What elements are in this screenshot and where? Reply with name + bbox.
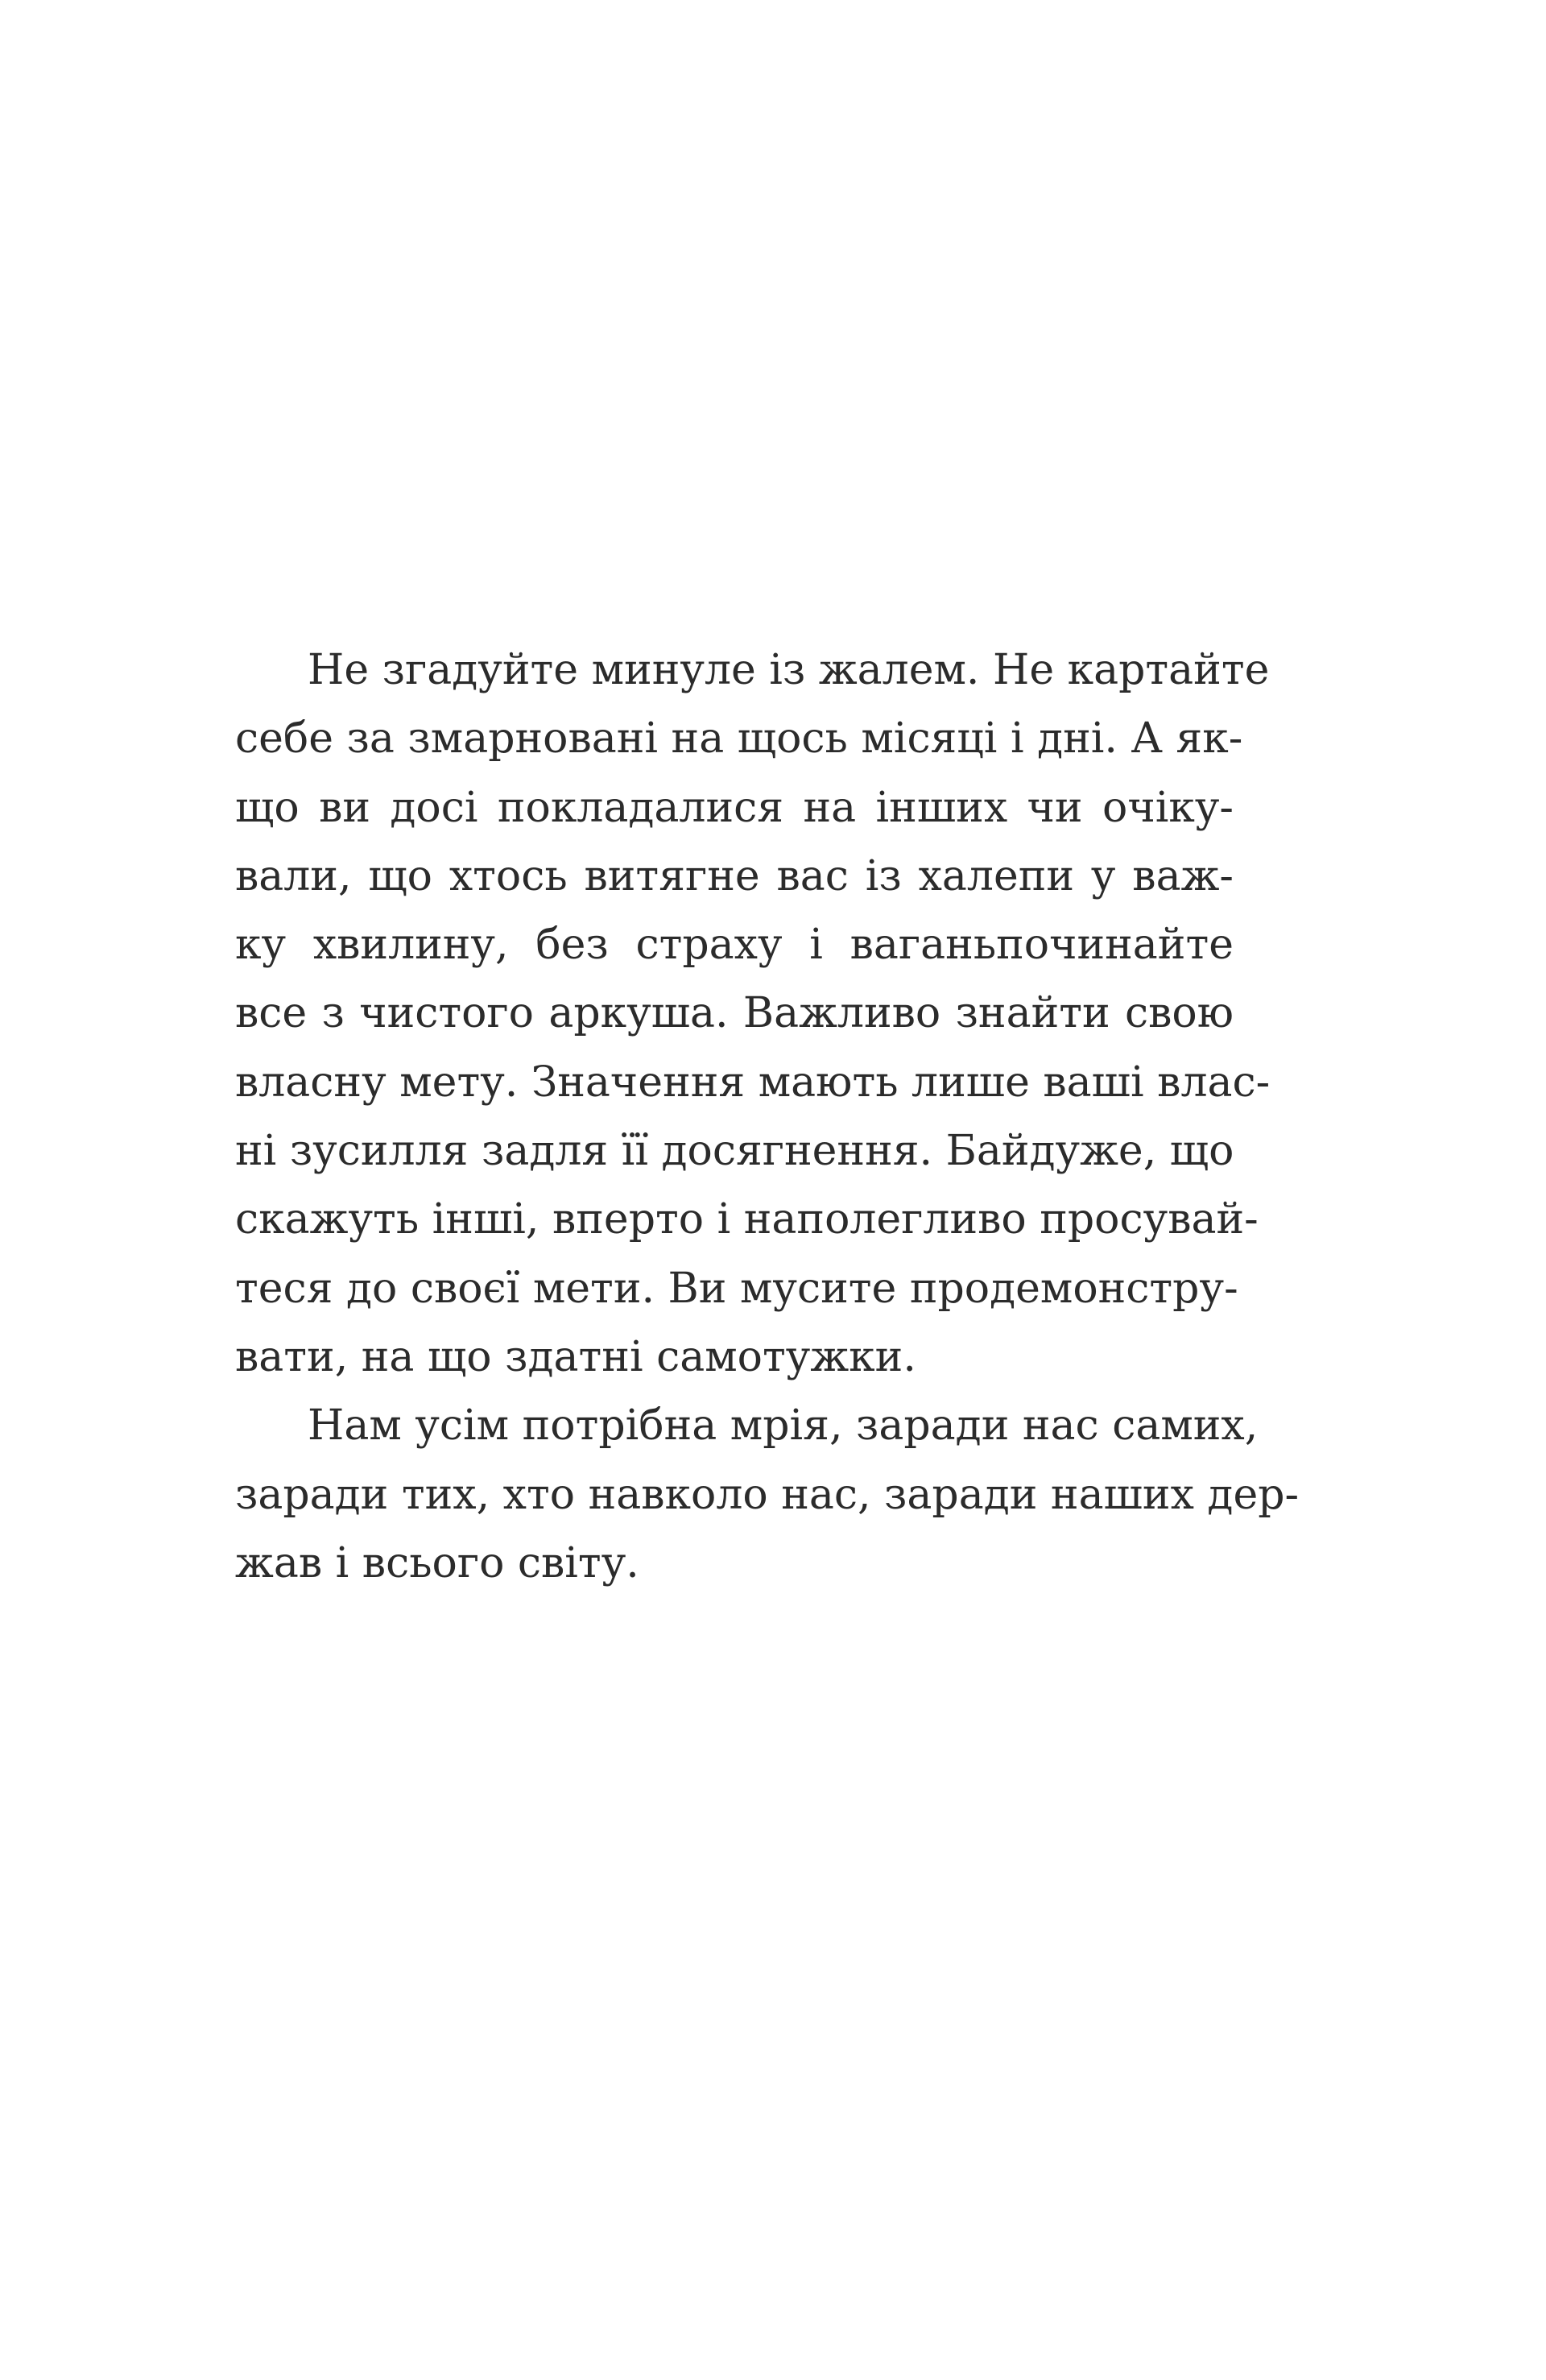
text-line: себе за змарновані на щось місяці і дні. А як- — [235, 714, 1243, 764]
text-line: ку хвилину, без страху і ваганьпочинайте — [235, 921, 1234, 970]
text-line: жав і всього світу. — [235, 1538, 639, 1587]
text-line: вати, на що здатні самотужки. — [235, 1332, 916, 1381]
body-text — [235, 636, 1300, 1598]
text-line: власну мету. Значення мають лише ваші влас- — [235, 1058, 1271, 1107]
text-line: все з чистого аркуша. Важливо знайти свою — [235, 989, 1234, 1038]
text-line: теся до своєї мети. Ви мусите продемонстру- — [235, 1264, 1238, 1313]
paragraph-1 — [235, 636, 1271, 1392]
text-line: вали, що хтось витягне вас із халепи у важ- — [235, 851, 1234, 900]
text-line: Не згадуйте минуле із жалем. Не картайте — [308, 646, 1270, 694]
text-line: заради тих, хто навколо нас, заради наших дер- — [235, 1470, 1300, 1519]
text-line: скажуть інші, вперто і наполегливо просувай- — [235, 1195, 1259, 1244]
text-line: ні зусилля задля її досягнення. Байдуже, що — [235, 1127, 1234, 1176]
text-line: Нам усім потрібна мрія, заради нас самих, — [308, 1401, 1259, 1451]
paragraph-2 — [235, 1392, 1300, 1598]
text-line: що ви досі покладалися на інших чи очіку- — [235, 783, 1234, 832]
